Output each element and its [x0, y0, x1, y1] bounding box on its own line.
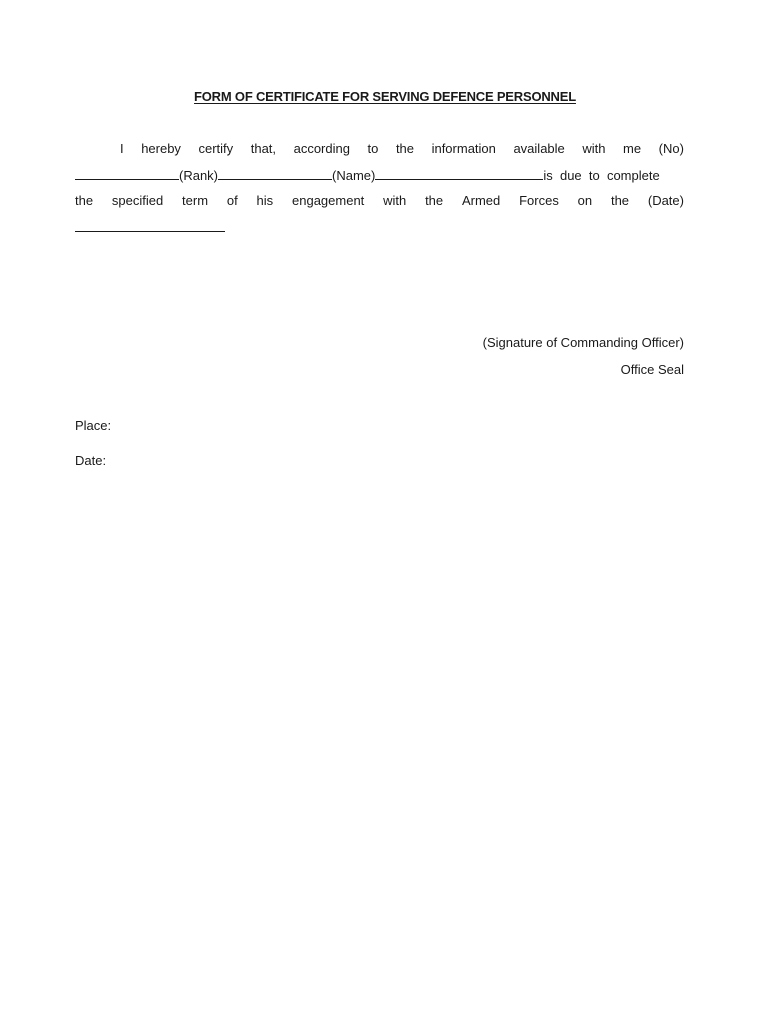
body-word: engagement [292, 193, 365, 208]
body-word: to [367, 141, 379, 156]
body-word: the [395, 141, 415, 156]
rank-label: (Rank) [179, 168, 219, 183]
body-word: specified [111, 193, 164, 208]
body-line-1 [75, 141, 684, 157]
body-word: his [256, 193, 274, 208]
place-label: Place: [75, 418, 112, 433]
body-word: Forces [519, 193, 559, 208]
body-line-3 [75, 193, 684, 209]
body-word: with [582, 141, 606, 156]
signature-label: (Signature of Commanding Officer) [482, 335, 684, 350]
body-word: (Date) [647, 193, 684, 208]
body-word: Armed [461, 193, 501, 208]
body-word: hereby [141, 141, 181, 156]
name-blank [375, 167, 543, 180]
body-word: of [226, 193, 238, 208]
rank-blank [218, 167, 332, 180]
date-label: Date: [75, 453, 107, 468]
office-seal-label: Office Seal [620, 362, 684, 377]
body-word: the [425, 193, 444, 208]
body-word: information [431, 141, 496, 156]
body-word: the [75, 193, 94, 208]
body-word: me [623, 141, 642, 156]
body-word: certify [198, 141, 234, 156]
body-word: available [513, 141, 565, 156]
body-word: I [120, 141, 124, 156]
body-word: term [182, 193, 209, 208]
body-word: according [293, 141, 350, 156]
body-word: the [610, 193, 630, 208]
page-title: FORM OF CERTIFICATE FOR SERVING DEFENCE PERSONNEL [194, 89, 576, 104]
body-word: with [383, 193, 407, 208]
body-line-2 [75, 167, 684, 184]
body-word: (No) [658, 141, 684, 156]
body-word: on [577, 193, 593, 208]
number-blank [75, 167, 179, 180]
name-label: (Name) [332, 168, 376, 183]
date-blank [75, 219, 225, 232]
body-text: is due to complete [543, 168, 660, 183]
body-line-4 [75, 219, 684, 236]
body-word: that, [250, 141, 277, 156]
